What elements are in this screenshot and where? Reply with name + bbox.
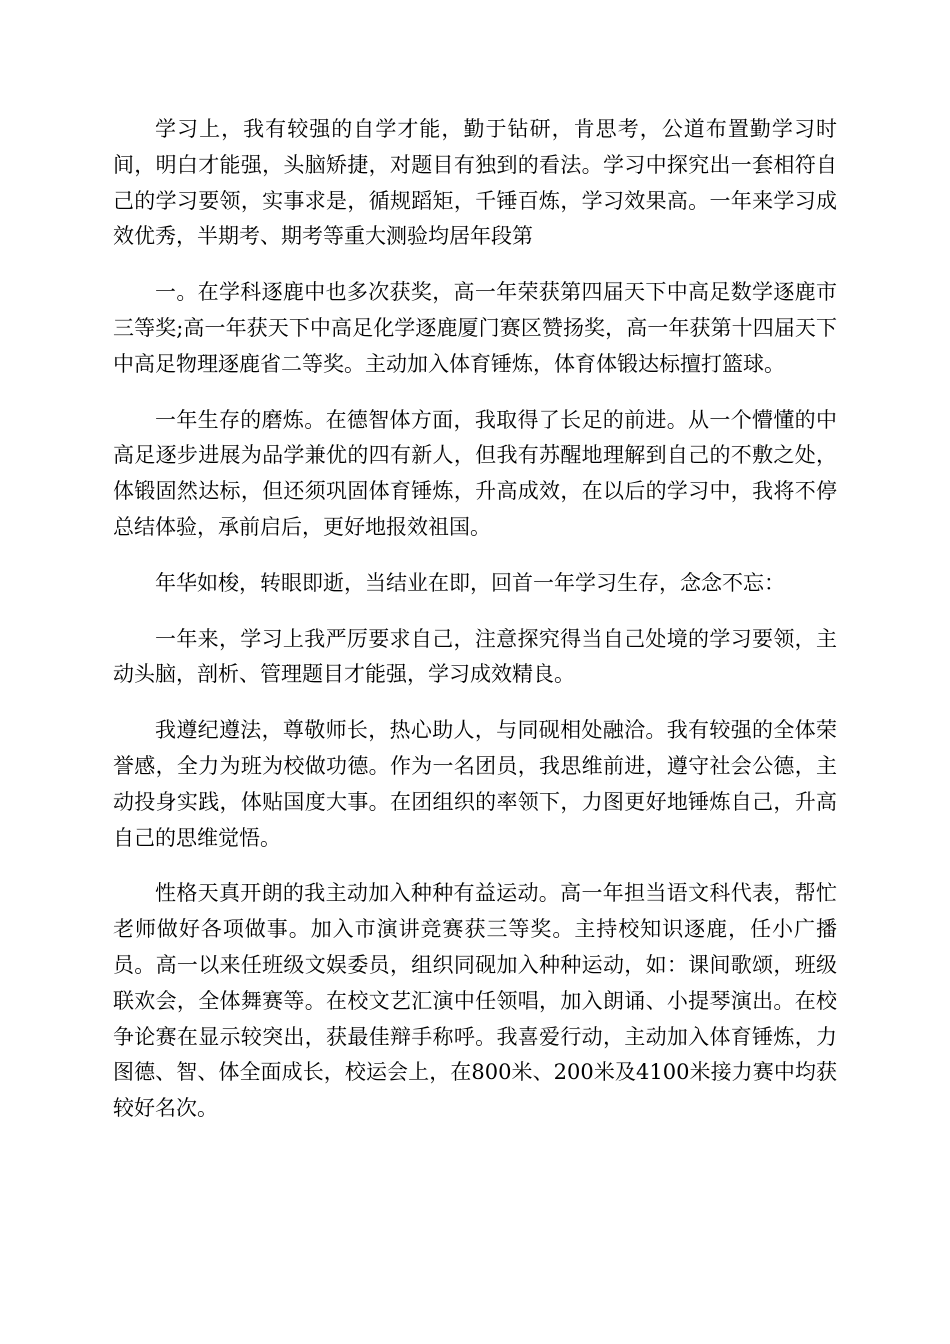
paragraph-3: 一年生存的磨炼。在德智体方面，我取得了长足的前进。从一个懵懂的中高足逐步进展为品学兼优的四有新人，但我有苏醒地理解到自己的不敷之处，体锻固然达标，但还须巩固体育锤炼，升高成效，在以后的学习中，我将不停总结体验，承前启后，更好地报效祖国。	[113, 407, 837, 539]
paragraph-1: 学习上，我有较强的自学才能，勤于钻研，肯思考，公道布置勤学习时间，明白才能强，头脑矫捷，对题目有独到的看法。学习中探究出一套相符自己的学习要领，实事求是，循规蹈矩，千锤百炼，学习效果高。一年来学习成效优秀，半期考、期考等重大测验均居年段第	[113, 117, 837, 249]
paragraph-7: 性格天真开朗的我主动加入种种有益运动。高一年担当语文科代表，帮忙老师做好各项做事。加入市演讲竞赛获三等奖。主持校知识逐鹿，任小广播员。高一以来任班级文娱委员，组织同砚加入种种运动，如：课间歌颂，班级联欢会，全体舞赛等。在校文艺汇演中任领唱，加入朗诵、小提琴演出。在校争论赛在显示较突出，获最佳辩手称呼。我喜爱行动，主动加入体育锤炼，力图德、智、体全面成长，校运会上，在800米、200米及4100米接力赛中均获较好名次。	[113, 881, 837, 1121]
document-body	[113, 112, 837, 1147]
paragraph-2: 一。在学科逐鹿中也多次获奖，高一年荣获第四届天下中高足数学逐鹿市三等奖;高一年获天下中高足化学逐鹿厦门赛区赞扬奖，高一年获第十四届天下中高足物理逐鹿省二等奖。主动加入体育锤炼，体育体锻达标擅打篮球。	[113, 280, 837, 376]
paragraph-6: 我遵纪遵法，尊敬师长，热心助人，与同砚相处融洽。我有较强的全体荣誉感，全力为班为校做功德。作为一名团员，我思维前进，遵守社会公德，主动投身实践，体贴国度大事。在团组织的率领下，力图更好地锤炼自己，升高自己的思维觉悟。	[113, 718, 837, 850]
paragraph-4: 年华如梭，转眼即逝，当结业在即，回首一年学习生存，念念不忘：	[155, 570, 785, 595]
paragraph-5: 一年来，学习上我严厉要求自己，注意探究得当自己处境的学习要领，主动头脑，剖析、管理题目才能强，学习成效精良。	[113, 626, 837, 687]
